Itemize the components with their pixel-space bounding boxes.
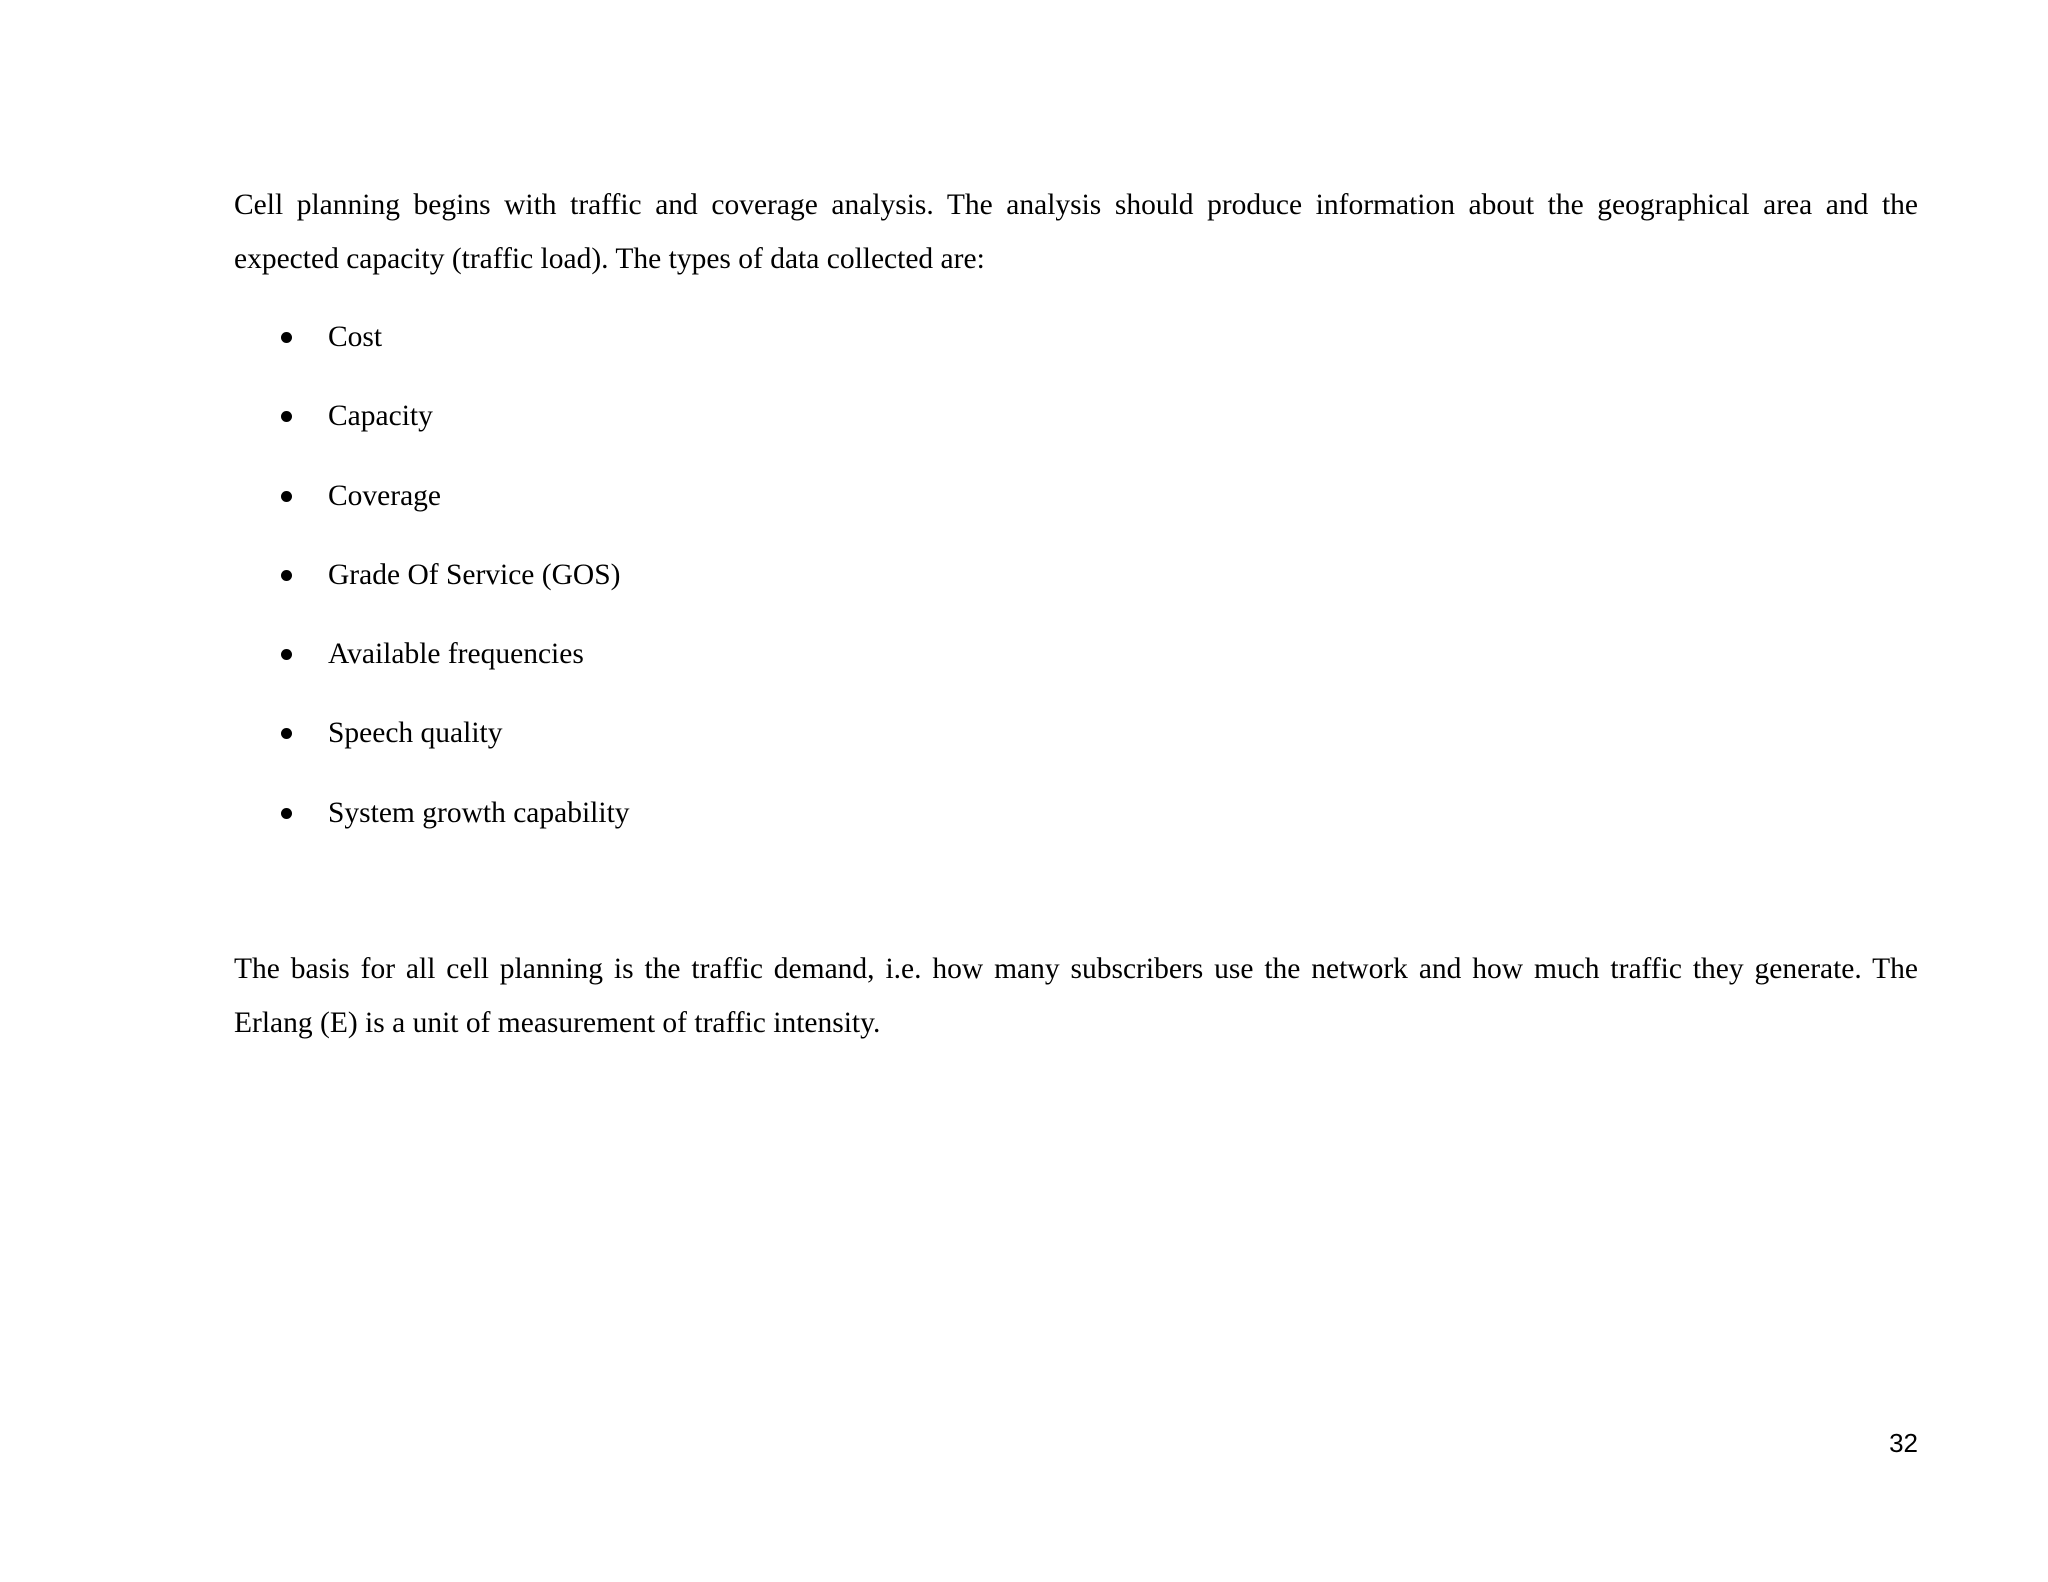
erlang-paragraph: The basis for all cell planning is the traffic demand, i.e. how many subscribers use the network and how much traffic they generate. The Erlang (E) is a unit of measurement of traffic intensity. xyxy=(234,953,1918,1039)
page-number: 32 xyxy=(1889,1428,1918,1458)
bullet-icon xyxy=(281,808,292,819)
list-item-text: Available frequencies xyxy=(328,638,584,671)
bullet-icon xyxy=(281,649,292,660)
list-item xyxy=(234,627,630,706)
bullet-icon xyxy=(281,411,292,422)
intro-paragraph: Cell planning begins with traffic and coverage analysis. The analysis should produce information about the geographical area and the expected capacity (traffic load). The types of data collected are: xyxy=(234,189,1918,275)
list-item xyxy=(234,786,630,865)
list-item-text: Coverage xyxy=(328,479,442,512)
list-item-text: Speech quality xyxy=(328,717,503,750)
list-item xyxy=(234,706,630,785)
bullet-icon xyxy=(281,728,292,739)
list-item xyxy=(234,389,630,468)
list-item xyxy=(234,310,630,389)
list-item-text: Grade Of Service (GOS) xyxy=(328,558,621,591)
list-item xyxy=(234,469,630,548)
data-types-list xyxy=(234,310,630,865)
list-item-text: Capacity xyxy=(328,400,433,433)
bullet-icon xyxy=(281,570,292,581)
list-item-text: System growth capability xyxy=(328,796,630,829)
bullet-icon xyxy=(281,332,292,343)
list-item-text: Cost xyxy=(328,321,383,353)
bullet-icon xyxy=(281,491,292,502)
list-item xyxy=(234,548,630,627)
